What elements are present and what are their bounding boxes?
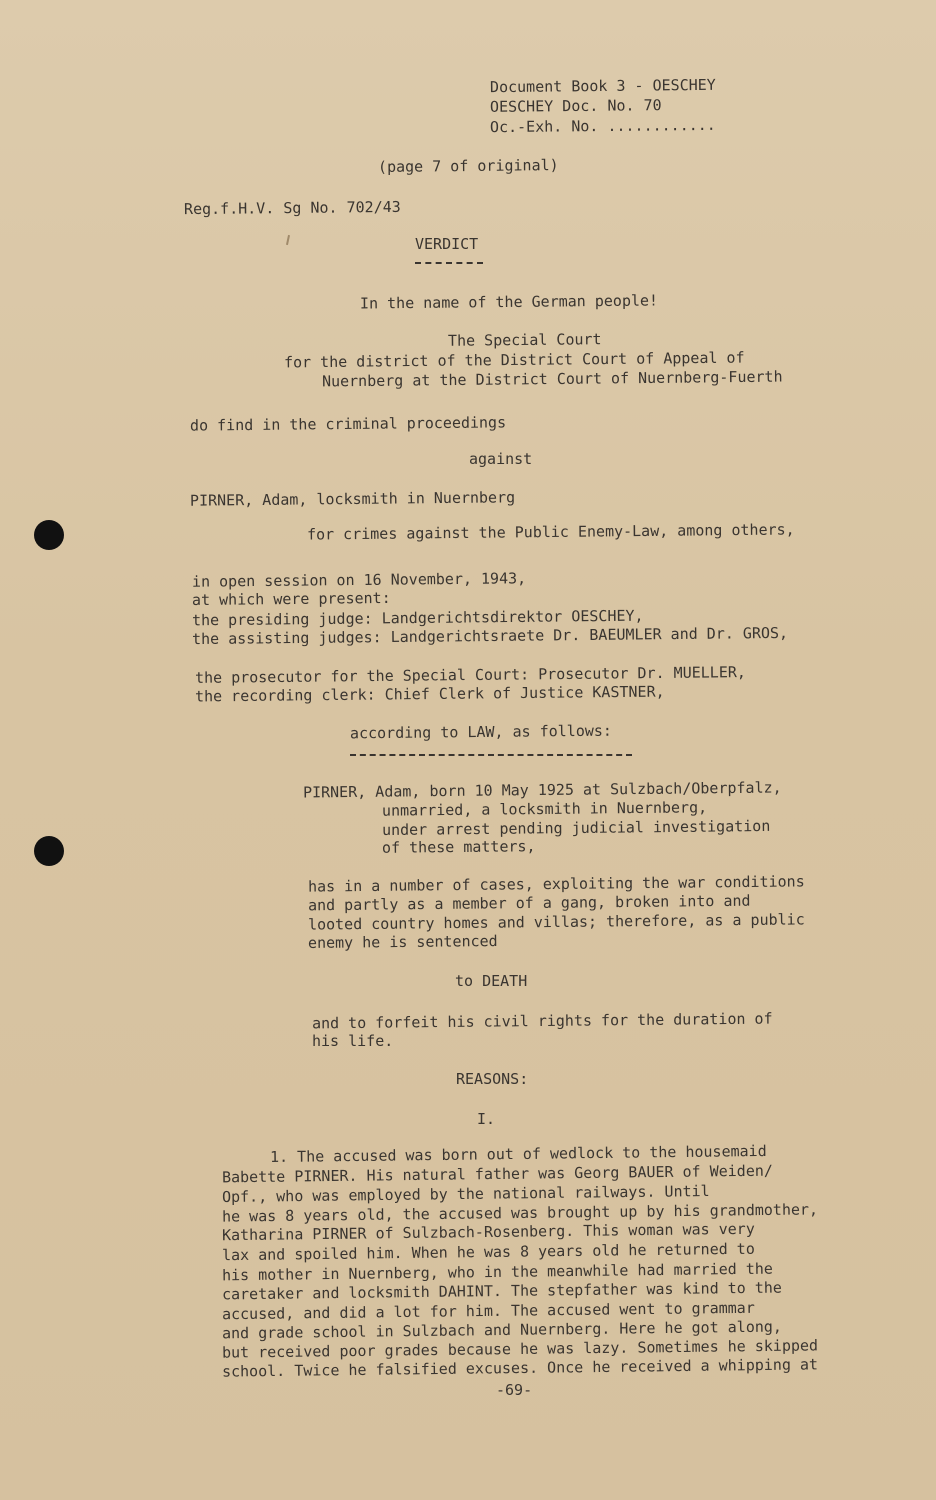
punch-hole-bottom: [34, 836, 64, 866]
roman-one: I.: [477, 1110, 496, 1128]
defendant-line-2: unmarried, a locksmith in Nuernberg,: [381, 798, 708, 820]
court-line-3: Nuernberg at the District Court of Nuernberg-Fuerth: [321, 367, 783, 391]
paragraph-line: Katharina PIRNER of Sulzbach-Rosenberg. This woman was very: [221, 1219, 755, 1245]
name-of-people: In the name of the German people!: [359, 291, 659, 313]
crimes-line: for crimes against the Public Enemy-Law, among others,: [306, 520, 795, 544]
officials-line-2: the recording clerk: Chief Clerk of Justice KASTNER,: [194, 682, 665, 706]
finding-line-3: looted country homes and villas; therefore, as a public: [307, 910, 805, 934]
court-line-2: for the district of the District Court of Appeal of: [283, 348, 745, 372]
paragraph-line: Opf., who was employed by the national railways. Until: [221, 1182, 710, 1206]
header-line-3: Oc.-Exh. No. ............: [489, 115, 716, 137]
paper-mark: [286, 235, 290, 245]
finding-line-1: has in a number of cases, exploiting the war conditions: [307, 872, 805, 896]
paragraph-line: his mother in Nuernberg, who in the meanwhile had married the: [221, 1259, 773, 1285]
header-line-2: OESCHEY Doc. No. 70: [489, 96, 662, 116]
paragraph-line: school. Twice he falsified excuses. Once he received a whipping at: [221, 1355, 819, 1381]
verdict-underline: [415, 262, 483, 264]
session-line-2: at which were present:: [191, 588, 391, 610]
reg-number: Reg.f.H.V. Sg No. 702/43: [183, 197, 401, 219]
according: according to LAW, as follows:: [349, 721, 612, 743]
page-number: -69-: [496, 1381, 533, 1399]
forfeit-line-1: and to forfeit his civil rights for the duration of: [311, 1009, 773, 1033]
finding-line-2: and partly as a member of a gang, broken into and: [307, 891, 751, 915]
paragraph-line: and grade school in Sulzbach and Nuernberg. Here he got along,: [221, 1317, 783, 1343]
court-line-1: The Special Court: [447, 330, 602, 350]
accused-line: PIRNER, Adam, locksmith in Nuernberg: [189, 488, 516, 510]
do-find: do find in the criminal proceedings: [189, 413, 507, 435]
paragraph-line: lax and spoiled him. When he was 8 years old he returned to: [221, 1239, 755, 1265]
against: against: [469, 450, 533, 468]
header-line-1: Document Book 3 - OESCHEY: [489, 75, 716, 97]
paragraph-line: caretaker and locksmith DAHINT. The stepfather was kind to the: [221, 1278, 783, 1304]
paragraph-line: accused, and did a lot for him. The accused went to grammar: [221, 1298, 755, 1324]
session-line-1: in open session on 16 November, 1943,: [191, 569, 527, 591]
paragraph-line: Babette PIRNER. His natural father was Georg BAUER of Weiden/: [221, 1161, 773, 1187]
forfeit-line-2: his life.: [312, 1032, 394, 1050]
defendant-line-4: of these matters,: [381, 837, 536, 857]
session-line-3: the presiding judge: Landgerichtsdirektor OESCHEY,: [191, 606, 644, 630]
paragraph-line: he was 8 years old, the accused was brought up by his grandmother,: [221, 1200, 819, 1226]
reasons-heading: REASONS:: [456, 1070, 529, 1088]
paragraph-line: but received poor grades because he was lazy. Sometimes he skipped: [221, 1336, 819, 1362]
finding-line-4: enemy he is sentenced: [307, 932, 498, 952]
defendant-line-3: under arrest pending judicial investigation: [381, 816, 771, 840]
session-line-4: the assisting judges: Landgerichtsraete Dr. BAEUMLER and Dr. GROS,: [191, 623, 789, 649]
defendant-line-1: PIRNER, Adam, born 10 May 1925 at Sulzbach/Oberpfalz,: [302, 778, 782, 802]
to-death: to DEATH: [455, 972, 528, 990]
paragraph-line: 1. The accused was born out of wedlock to the housemaid: [269, 1141, 767, 1167]
punch-hole-top: [34, 520, 64, 550]
officials-line-1: the prosecutor for the Special Court: Prosecutor Dr. MUELLER,: [194, 663, 746, 687]
page-of-original: (page 7 of original): [377, 156, 559, 176]
section-divider: [350, 754, 632, 756]
verdict-title: VERDICT: [415, 235, 479, 253]
